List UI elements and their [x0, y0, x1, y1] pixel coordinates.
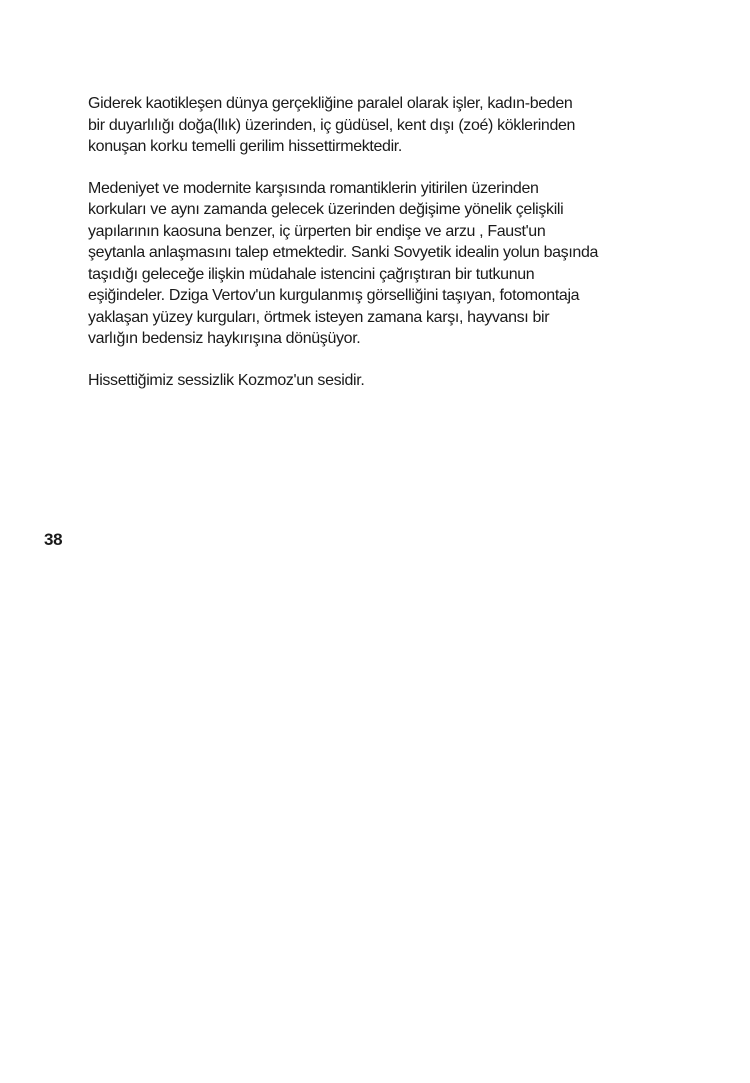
text-line: yapılarının kaosuna benzer, iç ürperten bir endişe ve arzu , Faust'un	[88, 222, 546, 240]
paragraph-3	[88, 370, 668, 392]
page-number: 38	[44, 530, 63, 549]
text-line: bir duyarlılığı doğa(llık) üzerinden, iç güdüsel, kent dışı (zoé) köklerinden	[88, 116, 576, 134]
paragraph-2	[88, 178, 668, 350]
text-line: şeytanla anlaşmasını talep etmektedir. Sanki Sovyetik idealin yolun başında	[88, 244, 599, 261]
text-line: eşiğindeler. Dziga Vertov'un kurgulanmış görselliğini taşıyan, fotomontaja	[88, 287, 580, 304]
text-line: varlığın bedensiz haykırışına dönüşüyor.	[88, 330, 361, 347]
text-line: taşıdığı geleceğe ilişkin müdahale istencini çağrıştıran bir tutkunun	[88, 265, 535, 283]
text-line: Hissettiğimiz sessizlik Kozmoz'un sesidir.	[88, 371, 365, 389]
text-line: Giderek kaotikleşen dünya gerçekliğine paralel olarak işler, kadın-beden	[88, 95, 573, 112]
text-line: Medeniyet ve modernite karşısında romantiklerin yitirilen üzerinden	[88, 179, 539, 197]
text-line: yaklaşan yüzey kurguları, örtmek isteyen zamana karşı, hayvansı bir	[88, 308, 550, 326]
paragraph-1	[88, 93, 668, 158]
text-line: konuşan korku temelli gerilim hissettirmektedir.	[88, 138, 402, 155]
body-text	[88, 93, 668, 411]
text-line: korkuları ve aynı zamanda gelecek üzerinden değişime yönelik çelişkili	[88, 201, 564, 218]
